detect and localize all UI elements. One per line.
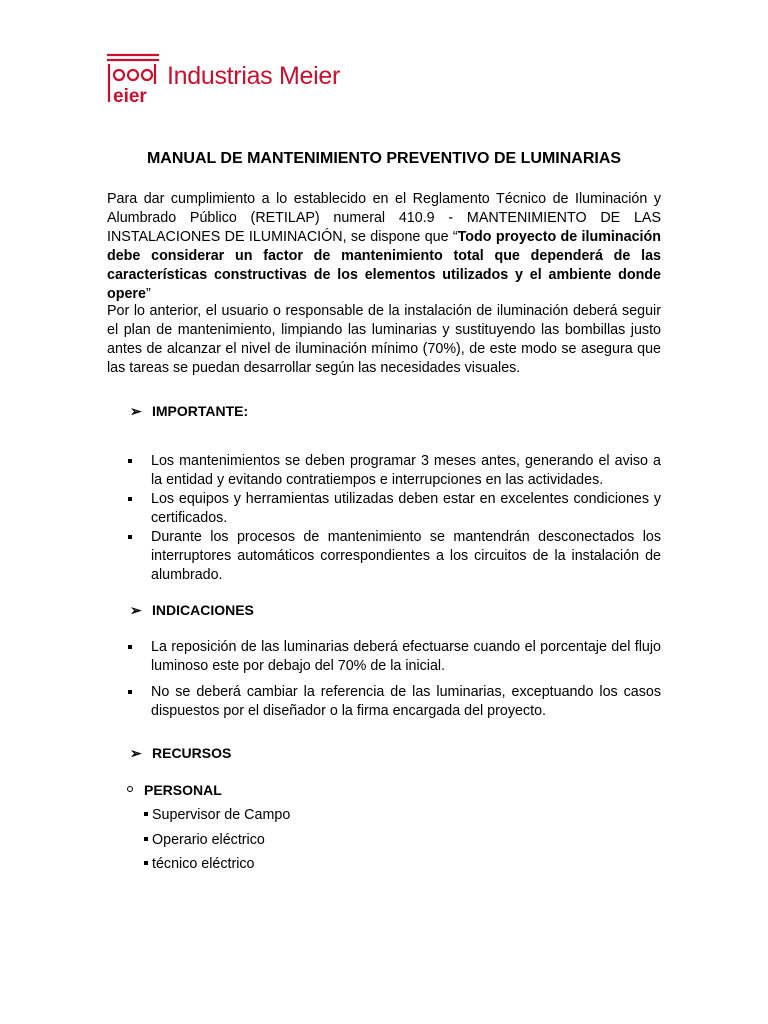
arrow-right-icon: ➢: [130, 602, 142, 618]
arrow-right-icon: ➢: [130, 403, 142, 419]
list-item-text: No se deberá cambiar la referencia de las luminarias, exceptuando los casos dispuestos por el diseñador o la firma encargada del proyecto.: [151, 684, 661, 719]
personal-list: [144, 803, 290, 877]
maintenance-paragraph: Por lo anterior, el usuario o responsable de la instalación de iluminación deberá seguir el plan de mantenimiento, limpiando las luminarias y sustituyendo las bombillas justo antes de alcanzar el nivel de iluminación mínimo (70%), de este modo se asegura que las tareas se puedan desarrollar según las necesidades visuales.: [107, 303, 661, 376]
meier-logo-icon: [105, 50, 161, 106]
section-heading: RECURSOS: [152, 745, 232, 761]
logo-mark-text: eier: [113, 86, 147, 106]
company-name: Industrias Meier: [167, 62, 341, 90]
indicaciones-list: [127, 638, 661, 721]
list-item: [127, 683, 661, 721]
section-importante: [130, 403, 248, 420]
section-indicaciones: [130, 602, 254, 619]
section-heading: INDICACIONES: [152, 602, 254, 618]
list-item-text: Operario eléctrico: [152, 831, 265, 848]
list-item: [127, 490, 661, 528]
intro-quote-bold: Todo proyecto de iluminación debe considerar un factor de mantenimiento total que dependerá de las características constructivas de los elementos utilizados y el ambiente donde opere: [107, 229, 661, 302]
document-title: MANUAL DE MANTENIMIENTO PREVENTIVO DE LUMINARIAS: [146, 150, 622, 167]
section-recursos: [130, 745, 231, 762]
list-item-text: Supervisor de Campo: [152, 807, 291, 823]
importante-list: [127, 452, 661, 585]
company-logo: [105, 50, 345, 108]
list-item: [144, 852, 290, 877]
intro-paragraph: [107, 190, 661, 304]
list-item: [127, 638, 661, 676]
arrow-right-icon: ➢: [130, 745, 142, 761]
circle-bullet-icon: [127, 786, 133, 792]
square-bullet-icon: [128, 690, 132, 694]
square-bullet-icon: [128, 645, 132, 649]
list-item-text: técnico eléctrico: [152, 856, 255, 872]
list-item: [127, 452, 661, 490]
section-heading: IMPORTANTE:: [152, 403, 249, 419]
square-bullet-icon: [144, 812, 148, 816]
intro-lead: Para dar cumplimiento a lo establecido en el Reglamento Técnico de Iluminación y Alumbrado Público (RETILAP) numeral 410.9 - MANTENIMIENTO DE LAS INSTALACIONES DE ILUMINACIÓN, se dispone que “: [107, 191, 661, 245]
list-item-text: Durante los procesos de mantenimiento se mantendrán desconectados los interruptores automáticos correspondientes a los circuitos de la instalación de alumbrado.: [151, 529, 661, 583]
square-bullet-icon: [144, 861, 148, 865]
square-bullet-icon: [144, 837, 148, 841]
list-item: [144, 828, 290, 853]
square-bullet-icon: [128, 497, 132, 501]
list-item-text: La reposición de las luminarias deberá efectuarse cuando el porcentaje del flujo luminoso este por debajo del 70% de la inicial.: [151, 639, 661, 674]
list-item-text: Los mantenimientos se deben programar 3 meses antes, generando el aviso a la entidad y evitando contratiempos e interrupciones en las actividades.: [151, 453, 661, 488]
square-bullet-icon: [128, 535, 132, 539]
list-item-text: Los equipos y herramientas utilizadas deben estar en excelentes condiciones y certificados.: [151, 491, 661, 526]
list-item: [127, 528, 661, 585]
list-item: [144, 803, 290, 828]
square-bullet-icon: [128, 459, 132, 463]
personal-heading: [127, 782, 222, 798]
personal-heading-text: PERSONAL: [144, 782, 222, 798]
intro-tail: ”: [145, 286, 151, 302]
